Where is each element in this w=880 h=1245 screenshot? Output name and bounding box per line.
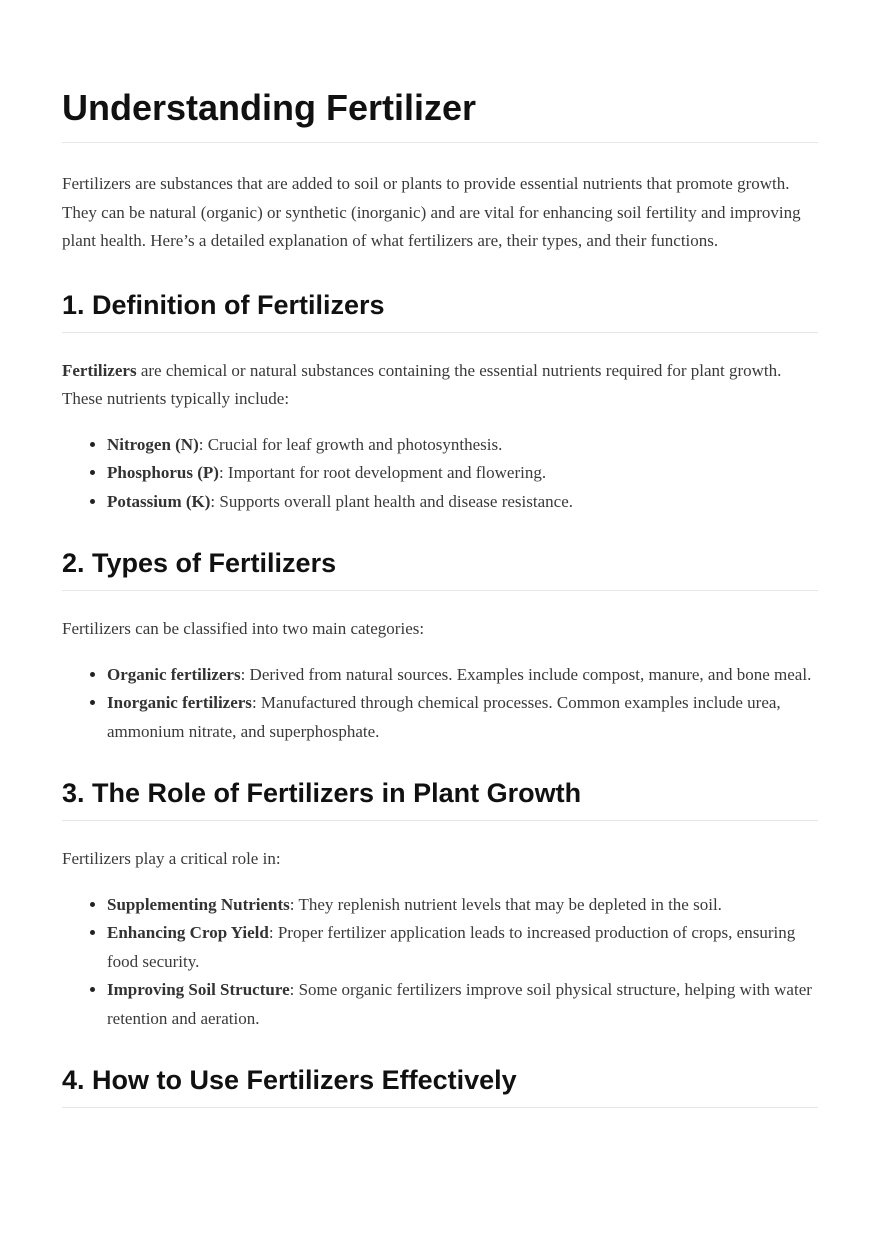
section-heading-types: 2. Types of Fertilizers [62, 546, 818, 591]
list-item-term: Potassium (K) [107, 491, 211, 511]
list-item-desc: : Important for root development and flowering. [218, 463, 547, 482]
section-paragraph-types: Fertilizers can be classified into two main categories: [62, 619, 425, 638]
list-item-term: Phosphorus (P) [107, 463, 219, 482]
section-heading-role: 3. The Role of Fertilizers in Plant Growth [62, 776, 818, 821]
list-item-desc: : Supports overall plant health and disease resistance. [210, 491, 573, 511]
list-item-term: Enhancing Crop Yield [107, 923, 269, 942]
list-item-term: Improving Soil Structure [107, 980, 290, 999]
list-item-term: Supplementing Nutrients [107, 894, 290, 914]
list-item-desc: : Derived from natural sources. Examples include compost, manure, and bone meal. [240, 664, 812, 684]
intro-paragraph: Fertilizers are substances that are added to soil or plants to provide essential nutrients that promote growth. They can be natural (organic) or synthetic (inorganic) and are vital for enhancing soil fertility and improving plant health. Here’s a detailed explanation of what fertilizers are, their types, and their functions. [62, 174, 801, 250]
document-page [62, 0, 818, 1108]
list-item-term: Organic fertilizers [107, 664, 241, 684]
list-item [107, 976, 818, 1033]
list-item-desc: : Some organic fertilizers improve soil physical structure, helping with water retention and aeration. [107, 980, 812, 1028]
list-item [107, 689, 818, 746]
list-item-desc: : Crucial for leaf growth and photosynthesis. [198, 434, 503, 454]
list-item [107, 459, 818, 488]
paragraph-text: are chemical or natural substances containing the essential nutrients required for plant growth. These nutrients typically include: [62, 360, 782, 408]
list-item-term: Inorganic fertilizers [107, 693, 252, 712]
list-item [107, 661, 818, 690]
bold-term: Fertilizers [62, 360, 137, 380]
section-heading-usage: 4. How to Use Fertilizers Effectively [62, 1063, 818, 1108]
role-list [62, 891, 818, 1034]
section-paragraph-role: Fertilizers play a critical role in: [62, 849, 281, 868]
list-item-desc: : Proper fertilizer application leads to increased production of crops, ensuring food security. [107, 923, 796, 971]
list-item [107, 891, 818, 920]
list-item-desc: : They replenish nutrient levels that may be depleted in the soil. [289, 894, 722, 914]
nutrient-list [62, 431, 818, 517]
page-title: Understanding Fertilizer [62, 0, 818, 143]
list-item [107, 488, 818, 517]
list-item-desc: : Manufactured through chemical processes. Common examples include urea, ammonium nitrate, and superphosphate. [107, 693, 781, 741]
list-item [107, 919, 818, 976]
list-item [107, 431, 818, 460]
types-list [62, 661, 818, 747]
list-item-term: Nitrogen (N) [107, 434, 199, 454]
section-paragraph-definition [62, 357, 818, 414]
section-heading-definition: 1. Definition of Fertilizers [62, 288, 818, 333]
